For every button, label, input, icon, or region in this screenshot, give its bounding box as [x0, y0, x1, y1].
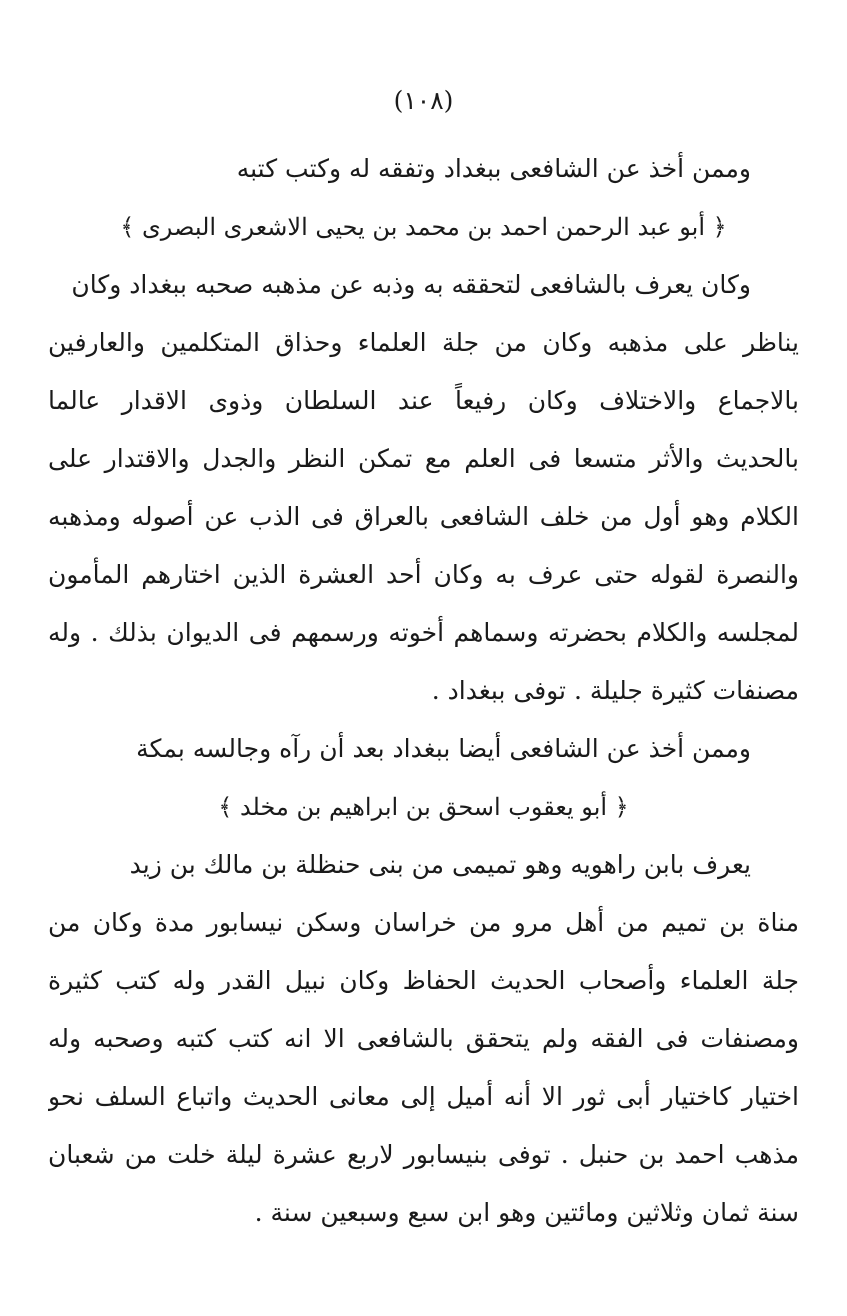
- text-line: وممن أخذ عن الشافعى ببغداد وتفقه له وكتب كتبه: [236, 154, 751, 183]
- text-line: وممن أخذ عن الشافعى أيضا ببغداد بعد أن رآه وجالسه بمكة: [136, 734, 751, 763]
- section-heading: ﴿ أبو عبد الرحمن احمد بن محمد بن يحيى الاشعرى البصرى ﴾: [120, 213, 727, 241]
- text-line: بالحديث والأثر متسعا فى العلم مع تمكن النظر والجدل والاقتدار على: [48, 444, 799, 473]
- section-heading: ﴿ أبو يعقوب اسحق بن ابراهيم بن مخلد ﴾: [218, 793, 629, 821]
- body-text: [48, 140, 799, 1242]
- text-line: يناظر على مذهبه وكان من جلة العلماء وحذاق المتكلمين والعارفين: [48, 328, 799, 357]
- page-number: (١٠٨): [393, 86, 454, 115]
- text-line: لمجلسه والكلام بحضرته وسماهم أخوته ورسمهم فى الديوان بذلك . وله: [48, 618, 799, 647]
- text-line: سنة ثمان وثلاثين ومائتين وهو ابن سبع وسبعين سنة .: [254, 1198, 799, 1227]
- text-line: بالاجماع والاختلاف وكان رفيعاً عند السلطان وذوى الاقدار عالما: [48, 386, 799, 415]
- text-line: مناة بن تميم من أهل مرو من خراسان وسكن نيسابور مدة وكان من: [48, 908, 799, 937]
- text-line: الكلام وهو أول من خلف الشافعى بالعراق فى الذب عن أصوله ومذهبه: [48, 502, 799, 531]
- text-line: مصنفات كثيرة جليلة . توفى ببغداد .: [431, 676, 799, 705]
- text-line: والنصرة لقوله حتى عرف به وكان أحد العشرة الذين اختارهم المأمون: [48, 560, 799, 589]
- text-line: مذهب احمد بن حنبل . توفى بنيسابور لاربع عشرة ليلة خلت من شعبان: [48, 1140, 799, 1169]
- text-line: وكان يعرف بالشافعى لتحققه به وذبه عن مذهبه صحبه ببغداد وكان: [71, 270, 751, 299]
- text-line: يعرف بابن راهويه وهو تميمى من بنى حنظلة بن مالك بن زيد: [129, 850, 751, 879]
- text-line: ومصنفات فى الفقه ولم يتحقق بالشافعى الا انه كتب كتبه وصحبه وله: [48, 1024, 799, 1053]
- text-line: اختيار كاختيار أبى ثور الا أنه أميل إلى معانى الحديث واتباع السلف نحو: [48, 1082, 799, 1111]
- text-line: جلة العلماء وأصحاب الحديث الحفاظ وكان نبيل القدر وله كتب كثيرة: [48, 966, 799, 995]
